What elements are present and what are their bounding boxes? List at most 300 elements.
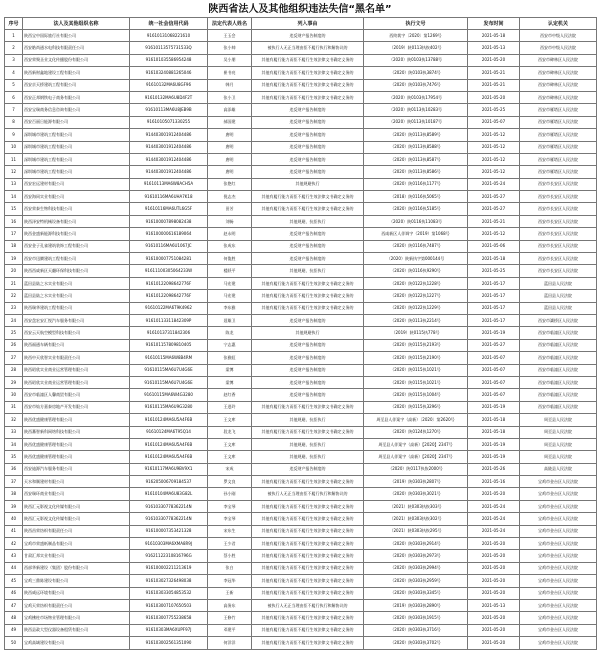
cell-rep: 张小帅 (208, 42, 252, 54)
cell-rep: 王少君 (208, 538, 252, 550)
table-row (5, 104, 597, 116)
cell-no: 7 (5, 104, 23, 116)
cell-reason: 其他有履行能力而拒不履行生效法律文书确定义务的 (252, 54, 364, 66)
cell-name: 宝鸡三鼎陈建设有限公司 (23, 575, 130, 587)
cell-name: 陕西金盛新能源科技有限公司 (23, 228, 130, 240)
cell-reason: 其他有履行能力而拒不履行生效法律文书确定义务的 (252, 525, 364, 537)
cell-code: 916103007107650503 (130, 599, 208, 611)
table-row (5, 42, 597, 54)
cell-rep: 罗文良 (208, 476, 252, 488)
table-row (5, 500, 597, 512)
cell-rep: 楼跃平 (208, 265, 252, 277)
cell-reason: 违反财产报告制度的 (252, 166, 364, 178)
cell-reason: 其他规避、抗拒执行 (252, 215, 364, 227)
cell-code: 91610330778362214N (130, 500, 208, 512)
cell-rep: 王玉会 (208, 30, 252, 42)
table-row (5, 91, 597, 103)
cell-no: 11 (5, 153, 23, 165)
cell-no: 5 (5, 79, 23, 91)
cell-doc: （2020）陕0303执2959号 (364, 575, 468, 587)
cell-no: 27 (5, 352, 23, 364)
cell-rep: 唐明 (208, 141, 252, 153)
cell-doc: （2019）陕0115执778号 (364, 327, 468, 339)
cell-org: 宝鸡市金台区人民法院 (520, 550, 597, 562)
table-row (5, 525, 597, 537)
table-row (5, 612, 597, 624)
cell-rep: 刘畅 (208, 215, 252, 227)
cell-code: 91610330778362214N (130, 513, 208, 525)
cell-date: 2021-05-17 (468, 314, 520, 326)
cell-name: 陕西宝中国际旅行社有限公司 (23, 30, 130, 42)
cell-rep: 张成东 (208, 240, 252, 252)
cell-no: 17 (5, 228, 23, 240)
cell-no: 26 (5, 339, 23, 351)
cell-rep: 宋成 (208, 463, 252, 475)
cell-doc: （2018）陕0116执5065号 (364, 191, 468, 203)
cell-reason: 其他有履行能力而拒不履行生效法律文书确定义务的 (252, 191, 364, 203)
cell-no: 23 (5, 302, 23, 314)
cell-reason: 违反财产报告制度的 (252, 463, 364, 475)
cell-rep: 王文库 (208, 414, 252, 426)
cell-code: 91610115MA6W4G3280 (130, 389, 208, 401)
cell-date: 2021-05-13 (468, 42, 520, 54)
cell-no: 21 (5, 277, 23, 289)
cell-reason: 其他规避、抗拒执行 (252, 438, 364, 450)
cell-code: 916101157809810405 (130, 339, 208, 351)
cell-no: 13 (5, 178, 23, 190)
cell-reason: 其他有履行能力而拒不履行生效法律文书确定义务的 (252, 538, 364, 550)
header-rep: 法定代表人姓名 (208, 18, 252, 30)
cell-date: 2021-05-07 (468, 116, 520, 128)
cell-doc: （2020）陕0113执2214号 (364, 314, 468, 326)
table-row (5, 587, 597, 599)
cell-no: 37 (5, 476, 23, 488)
cell-rep: 张艳红 (208, 178, 252, 190)
cell-doc: （2020）陕0115执2193号 (364, 339, 468, 351)
cell-no: 44 (5, 562, 23, 574)
cell-org: 周至县人民法院 (520, 426, 597, 438)
cell-no: 1 (5, 30, 23, 42)
cell-rep: 吴小朋 (208, 54, 252, 66)
table-row (5, 562, 597, 574)
header-no: 序号 (5, 18, 23, 30)
cell-code: 91610113MA6U8JEB9B (130, 104, 208, 116)
table-row (5, 129, 597, 141)
cell-org: 宝鸡市金台区人民法院 (520, 513, 597, 525)
cell-date: 2021-05-21 (468, 215, 520, 227)
table-row (5, 352, 597, 364)
cell-code: 91610116MA6UHA7K18 (130, 191, 208, 203)
cell-org: 西安市长安区人民法院 (520, 215, 597, 227)
table-row (5, 314, 597, 326)
cell-name: 西部华新建设（集团）股份有限公司 (23, 562, 130, 574)
cell-name: 西安市迅腾建筑工程有限公司 (23, 253, 130, 265)
cell-name: 陕西泽安特机械设备有限公司 (23, 215, 130, 227)
cell-name: 陕西优盛健康管理有限公司 (23, 438, 130, 450)
table-row (5, 550, 597, 562)
cell-org: 蓝田县人民法院 (520, 290, 597, 302)
cell-org: 宝鸡市金台区人民法院 (520, 587, 597, 599)
cell-reason: 被执行人无正当理由拒不履行执行和解协议的 (252, 599, 364, 611)
cell-name: 西安荣聚圣业文化传播股份有限公司 (23, 54, 130, 66)
table-row (5, 191, 597, 203)
cell-date: 2021-05-18 (468, 253, 520, 265)
cell-code: 916100007898082438 (130, 215, 208, 227)
cell-reason: 违反财产报告制度的 (252, 253, 364, 265)
cell-date: 2021-05-18 (468, 426, 520, 438)
cell-reason: 违反财产报告制度的 (252, 339, 364, 351)
cell-org: 西安市灞桥区人民法院 (520, 314, 597, 326)
cell-org: 宝鸡市金台区人民法院 (520, 476, 597, 488)
cell-no: 19 (5, 253, 23, 265)
cell-org: 西安市长安区人民法院 (520, 203, 597, 215)
cell-doc: （2020）陕0303执2914号 (364, 538, 468, 550)
cell-no: 9 (5, 129, 23, 141)
cell-doc: 西咸新区人伴调字（2019）第1068号 (364, 228, 468, 240)
header-date: 发布时间 (468, 18, 520, 30)
cell-reason: 其他有履行能力而拒不履行生效法律文书确定义务的 (252, 290, 364, 302)
cell-name: 西安市灿方嘉泰房地产开发有限公司 (23, 401, 130, 413)
cell-doc: （2020）陕0115执1021号 (364, 364, 468, 376)
cell-doc: 西终裁字〔2020〕第1269号 (364, 30, 468, 42)
cell-org: 西安市临潼区人民法院 (520, 401, 597, 413)
cell-reason: 违反财产报告制度的 (252, 141, 364, 153)
cell-name: 宝鸡天荣纺织有限责任公司 (23, 599, 130, 611)
cell-name: 蓝田县陆之水实业有限公司 (23, 290, 130, 302)
cell-doc: （2020）陕0103执3874号 (364, 67, 468, 79)
table-row (5, 364, 597, 376)
cell-rep: 何俊胜 (208, 253, 252, 265)
table-row (5, 290, 597, 302)
cell-reason: 其他有履行能力而拒不履行生效法律文书确定义务的 (252, 637, 364, 649)
cell-org: 宝鸡市金台区人民法院 (520, 500, 597, 512)
cell-org: 宝鸡市金台区人民法院 (520, 538, 597, 550)
cell-rep: 李宝琴 (208, 500, 252, 512)
cell-reason: 违反财产报告制度的 (252, 314, 364, 326)
cell-org: 西安市长安区人民法院 (520, 191, 597, 203)
cell-no: 41 (5, 525, 23, 537)
table-row (5, 153, 597, 165)
cell-doc: （2020）陕0103执7476号 (364, 79, 468, 91)
cell-doc: （2020）陕0113执8586号 (364, 166, 468, 178)
cell-code: 916100007751084281 (130, 253, 208, 265)
cell-org: 西安市临潼区人民法院 (520, 339, 597, 351)
cell-name: 西安宏远建材有限公司 (23, 178, 130, 190)
cell-code: 914403001912404486 (130, 129, 208, 141)
cell-no: 42 (5, 538, 23, 550)
cell-no: 3 (5, 54, 23, 66)
cell-org: 西安市雁塔区人民法院 (520, 116, 597, 128)
cell-no: 29 (5, 376, 23, 388)
table-row (5, 228, 597, 240)
cell-org: 宝鸡市金台区人民法院 (520, 624, 597, 636)
cell-date: 2021-05-19 (468, 401, 520, 413)
cell-no: 2 (5, 42, 23, 54)
cell-reason: 违反财产报告制度的 (252, 116, 364, 128)
cell-no: 35 (5, 451, 23, 463)
cell-org: 西安市碑林区人民法院 (520, 91, 597, 103)
cell-code: 91610122098642776F (130, 290, 208, 302)
cell-code: 916205006709184537 (130, 476, 208, 488)
cell-code: 91610124MA6U5A4F6B (130, 438, 208, 450)
cell-reason: 违反财产报告制度的 (252, 352, 364, 364)
cell-date: 2021-05-25 (468, 104, 520, 116)
cell-reason: 其他有履行能力而拒不履行生效法律文书确定义务的 (252, 79, 364, 91)
cell-rep: 王文库 (208, 451, 252, 463)
cell-name: 天水和顺建材有限公司 (23, 476, 130, 488)
cell-doc: （2020）陕0303执2973号 (364, 550, 468, 562)
cell-date: 2021-05-24 (468, 178, 520, 190)
cell-code: 91610105071330255 (130, 116, 208, 128)
cell-date: 2021-05-13 (468, 599, 520, 611)
cell-code: 91610122MA6T9K4962 (130, 302, 208, 314)
cell-doc: （2020）陕0115执3296号 (364, 401, 468, 413)
cell-code: 916103027326498038 (130, 575, 208, 587)
table-row (5, 463, 597, 475)
cell-org: 高陵县人民法院 (520, 463, 597, 475)
cell-code: 91610137311842306 (130, 327, 208, 339)
cell-reason: 其他有履行能力而拒不履行生效法律文书确定义务的 (252, 500, 364, 512)
cell-org: 宝鸡市金台区人民法院 (520, 488, 597, 500)
cell-no: 12 (5, 166, 23, 178)
cell-name: 宝鸡高域建设有限公司 (23, 637, 130, 649)
cell-doc: （2020）陕0303执3716号 (364, 624, 468, 636)
cell-doc: 周至县人伴案字（高新）〔2020〕第2620号 (364, 414, 468, 426)
cell-date: 2021-05-07 (468, 352, 520, 364)
cell-no: 25 (5, 327, 23, 339)
cell-code: 91610303MA6XMA8R9J (130, 538, 208, 550)
cell-no: 4 (5, 67, 23, 79)
cell-name: 西安宝瑞商务信息咨询有限公司 (23, 104, 130, 116)
cell-rep: 李东雅 (208, 302, 252, 314)
table-row (5, 54, 597, 66)
cell-date: 2021-05-16 (468, 476, 520, 488)
cell-code: 916103240881265046 (130, 67, 208, 79)
cell-date: 2021-05-12 (468, 228, 520, 240)
cell-code: 91610116MA6U1067JC (130, 240, 208, 252)
cell-rep: 郝国建 (208, 116, 252, 128)
cell-org: 宝鸡市金台区人民法院 (520, 637, 597, 649)
cell-doc: （2020）陕0113执10187号 (364, 116, 468, 128)
cell-rep: 张白 (208, 562, 252, 574)
cell-date: 2021-05-07 (468, 389, 520, 401)
cell-date: 2021-05-07 (468, 376, 520, 388)
cell-date: 2021-05-12 (468, 129, 520, 141)
cell-reason: 其他有履行能力而拒不履行生效法律文书确定义务的 (252, 203, 364, 215)
cell-date: 2021-05-06 (468, 240, 520, 252)
cell-date: 2021-05-18 (468, 414, 520, 426)
cell-name: 西安荣泰生物科技有限公司 (23, 203, 130, 215)
cell-name: 陕西蕃智新科网络科技有限公司 (23, 426, 130, 438)
cell-doc: （2020）陕0303执3702号 (364, 637, 468, 649)
cell-rep: 崔书亮 (208, 67, 252, 79)
cell-date: 2021-05-20 (468, 91, 520, 103)
cell-code: 916103002561351090 (130, 637, 208, 649)
cell-date: 2021-05-19 (468, 438, 520, 450)
table-row (5, 116, 597, 128)
cell-rep: 李冠华 (208, 575, 252, 587)
cell-reason: 违反财产报告制度的 (252, 129, 364, 141)
header-reason: 列入事由 (252, 18, 364, 30)
cell-date: 2021-05-12 (468, 166, 520, 178)
table-header-row (5, 18, 597, 30)
cell-reason: 其他有履行能力而拒不履行生效法律文书确定义务的 (252, 562, 364, 574)
cell-reason: 其他有履行能力而拒不履行生效法律文书确定义务的 (252, 277, 364, 289)
table-row (5, 414, 597, 426)
cell-code: 91621122310816796G (130, 550, 208, 562)
cell-rep: 孙小刚 (208, 488, 252, 500)
cell-code: 91610113575731533Q (130, 42, 208, 54)
cell-org: 西安市中级人民法院 (520, 30, 597, 42)
cell-org: 宝鸡市金台区人民法院 (520, 575, 597, 587)
cell-name: 宝鸡市荣盛纸制品有限公司 (23, 538, 130, 550)
cell-no: 47 (5, 599, 23, 611)
table-row (5, 327, 597, 339)
cell-code: 91610124MA6T95Q14 (130, 426, 208, 438)
cell-doc: （2020）陕0103执13788号 (364, 54, 468, 66)
cell-doc: （2020）陕0122执1228号 (364, 277, 468, 289)
cell-name: 陕西西咸新区天翻环保科技有限公司 (23, 265, 130, 277)
cell-no: 28 (5, 364, 23, 376)
cell-reason: 其他有履行能力而拒不履行生效法律文书确定义务的 (252, 302, 364, 314)
cell-doc: （2020）陕0122执1227号 (364, 290, 468, 302)
cell-code: 914403001912404486 (130, 166, 208, 178)
cell-doc: （2020）陕0303执1915号 (364, 612, 468, 624)
cell-doc: （2020）陕0116执5185号 (364, 203, 468, 215)
cell-date: 2021-05-21 (468, 79, 520, 91)
cell-no: 36 (5, 463, 23, 475)
cell-doc: （2020）陕0116执9290号 (364, 265, 468, 277)
cell-rep: 王进玲 (208, 401, 252, 413)
cell-date: 2021-05-17 (468, 302, 520, 314)
cell-name: 陕西优盛健康管理有限公司 (23, 414, 130, 426)
cell-org: 西安市长安区人民法院 (520, 265, 597, 277)
cell-code: 91610115MA6U7U4G6E (130, 376, 208, 388)
cell-name: 蓝田县陆之水实业有限公司 (23, 277, 130, 289)
cell-rep: 王新 (208, 587, 252, 599)
cell-org: 西安市临潼区人民法院 (520, 364, 597, 376)
cell-rep: 唐明 (208, 129, 252, 141)
cell-rep: 梁博 (208, 364, 252, 376)
cell-reason: 其他有履行能力而拒不履行生效法律文书确定义务的 (252, 587, 364, 599)
cell-doc: （2020）陕0115执1004号 (364, 389, 468, 401)
cell-org: 西安市碑林区人民法院 (520, 54, 597, 66)
cell-doc: （2019）陕0303执2890号 (364, 599, 468, 611)
table-row (5, 302, 597, 314)
cell-name: 西安金子孔雀建筑装饰工程有限公司 (23, 240, 130, 252)
cell-date: 2021-05-20 (468, 624, 520, 636)
page-title: 陕西省法人及其他组织违法失信“黑名单” (208, 4, 392, 15)
table-row (5, 178, 597, 190)
cell-doc: （2021）陕0303执恢303号 (364, 500, 468, 512)
cell-code: 916103033054853532 (130, 587, 208, 599)
cell-rep: 邓建平 (208, 624, 252, 636)
cell-code: 91610122098642776F (130, 277, 208, 289)
header-name: 法人及其他组织名称 (23, 18, 130, 30)
table-row (5, 599, 597, 611)
table-row (5, 203, 597, 215)
table-row (5, 476, 597, 488)
cell-no: 20 (5, 265, 23, 277)
cell-date: 2021-05-19 (468, 327, 520, 339)
cell-rep: 梁博 (208, 376, 252, 388)
cell-reason: 违反财产报告制度的 (252, 376, 364, 388)
cell-date: 2021-05-20 (468, 587, 520, 599)
cell-rep: 宁志惠 (208, 339, 252, 351)
table-row (5, 67, 597, 79)
cell-doc: （2020）陕0303执3345号 (364, 587, 468, 599)
cell-code: 916100002211213619 (130, 562, 208, 574)
cell-name: 陕西中天欣智实业有限责任公司 (23, 352, 130, 364)
document-page (4, 0, 596, 650)
cell-reason: 违反财产报告制度的 (252, 153, 364, 165)
cell-name: 陕西昌荣纺织有限责任公司 (23, 525, 130, 537)
cell-reason: 其他有履行能力而拒不履行生效法律文书确定义务的 (252, 612, 364, 624)
cell-date: 2021-05-20 (468, 488, 520, 500)
cell-name: 陕西县政大型仪器设备租赁有限公司 (23, 624, 130, 636)
cell-org: 西安市雁塔区人民法院 (520, 104, 597, 116)
cell-doc: （2020）陕0116执1177号 (364, 178, 468, 190)
cell-no: 8 (5, 116, 23, 128)
cell-no: 30 (5, 389, 23, 401)
cell-code: 91610117MA6U9BV9X1 (130, 463, 208, 475)
cell-reason: 其他有履行能力而拒不履行生效法律文书确定义务的 (252, 67, 364, 79)
cell-no: 33 (5, 426, 23, 438)
cell-reason: 其他有履行能力而拒不履行生效法律文书确定义务的 (252, 550, 364, 562)
cell-no: 18 (5, 240, 23, 252)
cell-name: 西安市临潼区人馨商贸有限公司 (23, 389, 130, 401)
cell-rep: 聂雄卫 (208, 314, 252, 326)
table-row (5, 389, 597, 401)
cell-reason: 其他规避、抗拒执行 (252, 265, 364, 277)
cell-no: 40 (5, 513, 23, 525)
cell-doc: （2020）陕0124执1270号 (364, 426, 468, 438)
cell-org: 周至县人民法院 (520, 414, 597, 426)
cell-name: 深圳城市建筑工程有限公司 (23, 166, 130, 178)
cell-doc: （2020）陕0303执2994号 (364, 562, 468, 574)
cell-name: 西安云天航空模型科技有限公司 (23, 327, 130, 339)
cell-org: 西安市临潼区人民法院 (520, 327, 597, 339)
cell-name: 陕西威远环境有限公司 (23, 587, 130, 599)
cell-code: 916103007755238658 (130, 612, 208, 624)
header-org: 认定机关 (520, 18, 597, 30)
cell-date: 2021-05-24 (468, 513, 520, 525)
table-row (5, 240, 597, 252)
table-row (5, 141, 597, 153)
cell-date: 2021-05-27 (468, 339, 520, 351)
cell-date: 2021-05-20 (468, 538, 520, 550)
cell-date: 2021-05-21 (468, 67, 520, 79)
cell-no: 6 (5, 91, 23, 103)
cell-name: 西安海同实业有限公司 (23, 191, 130, 203)
cell-reason: 其他有履行能力而拒不履行生效法律文书确定义务的 (252, 426, 364, 438)
cell-org: 周至县人民法院 (520, 451, 597, 463)
cell-rep: 蔡小胜 (208, 550, 252, 562)
cell-name: 陕西优盛健康管理有限公司 (23, 451, 130, 463)
cell-reason: 其他有履行能力而拒不履行生效法律文书确定义务的 (252, 575, 364, 587)
cell-rep: 韩月 (208, 79, 252, 91)
table-row (5, 376, 597, 388)
cell-no: 43 (5, 550, 23, 562)
cell-doc: （2020）陕0116执7487号 (364, 240, 468, 252)
cell-code: 91610116MA6UTL6G5F (130, 203, 208, 215)
cell-rep: 唐明 (208, 153, 252, 165)
cell-rep: 李宝琴 (208, 513, 252, 525)
cell-org: 西安市雁塔区人民法院 (520, 141, 597, 153)
cell-reason: 其他规避执行 (252, 178, 364, 190)
cell-reason: 违反财产报告制度的 (252, 228, 364, 240)
cell-org: 西安市雁塔区人民法院 (520, 129, 597, 141)
